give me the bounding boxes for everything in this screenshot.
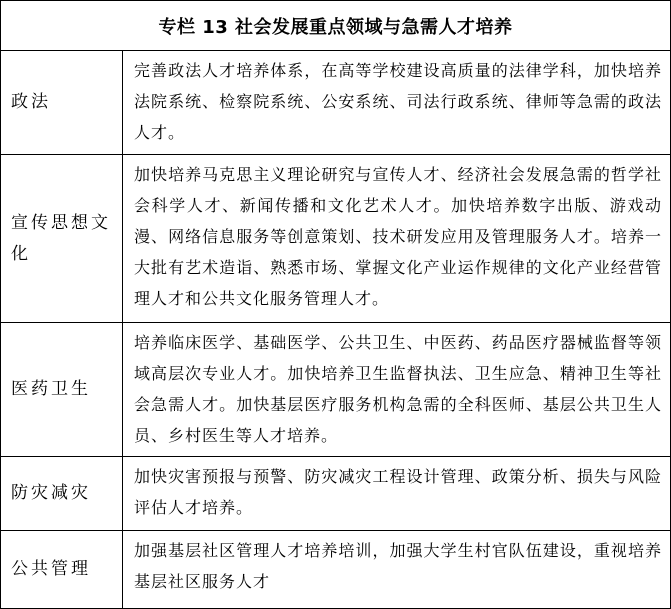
row-description: 加强基层社区管理人才培养培训，加强大学生村官队伍建设，重视培养基层社区服务人才	[134, 541, 662, 591]
table-row-propaganda-culture	[1, 155, 670, 323]
table-row-public-management	[1, 531, 670, 608]
table-title: 专栏 13 社会发展重点领域与急需人才培养	[1, 1, 670, 51]
row-description: 培养临床医学、基础医学、公共卫生、中医药、药品医疗器械监督等领域高层次专业人才。加快培养卫生监督执法、卫生应急、精神卫生等社会急需人才。加快基层医疗服务机构急需的全科医师、基层公共卫生人员、乡村医生等人才培养。	[134, 333, 662, 445]
row-description: 完善政法人才培养体系，在高等学校建设高质量的法律学科，加快培养法院系统、检察院系统、公安系统、司法行政系统、律师等急需的政法人才。	[134, 61, 662, 142]
row-category: 防灾减灾	[1, 457, 123, 530]
row-category: 宣传思想文化	[1, 155, 123, 322]
row-description: 加快灾害预报与预警、防灾减灾工程设计管理、政策分析、损失与风险评估人才培养。	[134, 467, 662, 517]
row-description: 加快培养马克思主义理论研究与宣传人才、经济社会发展急需的哲学社会科学人才、新闻传播和文化艺术人才。加快培养数字出版、游戏动漫、网络信息服务等创意策划、技术研发应用及管理服务人才。培养一大批有艺术造诣、熟悉市场、掌握文化产业运作规律的文化产业经营管理人才和公共文化服务管理人才。	[134, 165, 662, 308]
row-category: 公共管理	[1, 531, 123, 608]
table-row-disaster-prevention	[1, 457, 670, 531]
row-category: 政法	[1, 51, 123, 154]
table-row-politics-law	[1, 51, 670, 155]
row-category: 医药卫生	[1, 323, 123, 456]
table-row-medicine-health	[1, 323, 670, 457]
